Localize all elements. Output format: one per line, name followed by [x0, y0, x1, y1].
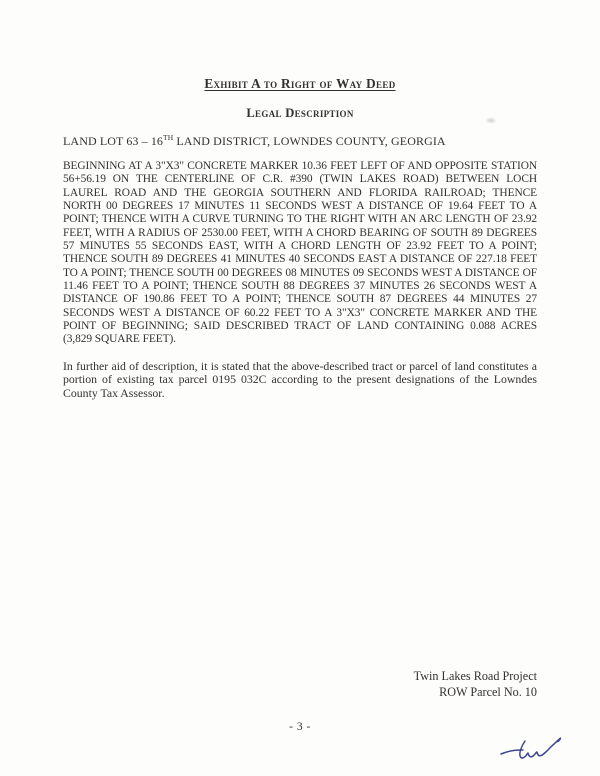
signature-initials-icon	[499, 736, 577, 768]
land-lot-ordinal-superscript: TH	[163, 133, 174, 142]
handwritten-signature	[499, 736, 577, 768]
footer-project-block	[414, 669, 537, 700]
legal-description-paragraph: BEGINNING AT A 3"X3" CONCRETE MARKER 10.36 FEET LEFT OF AND OPPOSITE STATION 56+56.19 ON THE CENTERLINE OF C.R. #390 (TWIN LAKES ROAD) BETWEEN LOCH LAUREL ROAD AND THE GEORGIA SOUTHERN AND FLORIDA RAILROAD; THENCE NORTH 00 DEGREES 17 MINUTES 11 SECONDS WEST A DISTANCE OF 19.64 FEET TO A POINT; THENCE WITH A CURVE TURNING TO THE RIGHT WITH AN ARC LENGTH OF 23.92 FEET, WITH A RADIUS OF 2530.00 FEET, WITH A CHORD BEARING OF SOUTH 89 DEGREES 57 MINUTES 55 SECONDS EAST, WITH A CHORD LENGTH OF 23.92 FEET TO A POINT; THENCE SOUTH 89 DEGREES 41 MINUTES 40 SECONDS EAST A DISTANCE OF 227.18 FEET TO A POINT; THENCE SOUTH 00 DEGREES 08 MINUTES 09 SECONDS WEST A DISTANCE OF 11.46 FEET TO A POINT; THENCE SOUTH 88 DEGREES 37 MINUTES 26 SECONDS WEST A DISTANCE OF 190.86 FEET TO A POINT; THENCE SOUTH 87 DEGREES 44 MINUTES 27 SECONDS WEST A DISTANCE OF 60.22 FEET TO A 3"X3" CONCRETE MARKER AND THE POINT OF BEGINNING; SAID DESCRIBED TRACT OF LAND CONTAINING 0.088 ACRES (3,829 SQUARE FEET).	[63, 160, 537, 346]
land-lot-suffix: LAND DISTRICT, LOWNDES COUNTY, GEORGIA	[173, 134, 446, 148]
aid-of-description-paragraph: In further aid of description, it is stated that the above-described tract or parcel of land constitutes a portion of existing tax parcel 0195 032C according to the present designations of the Lowndes County Tax Assessor.	[63, 358, 537, 400]
land-lot-prefix: LAND LOT 63 – 16	[63, 134, 164, 148]
legal-description-heading: Legal Description	[246, 106, 354, 120]
land-lot-line	[63, 134, 537, 149]
row-parcel-number: ROW Parcel No. 10	[439, 684, 537, 699]
page-number: - 3 -	[289, 721, 311, 733]
project-name: Twin Lakes Road Project	[413, 669, 537, 683]
document-content	[63, 0, 537, 400]
exhibit-title: Exhibit A to Right of Way Deed	[204, 76, 396, 91]
